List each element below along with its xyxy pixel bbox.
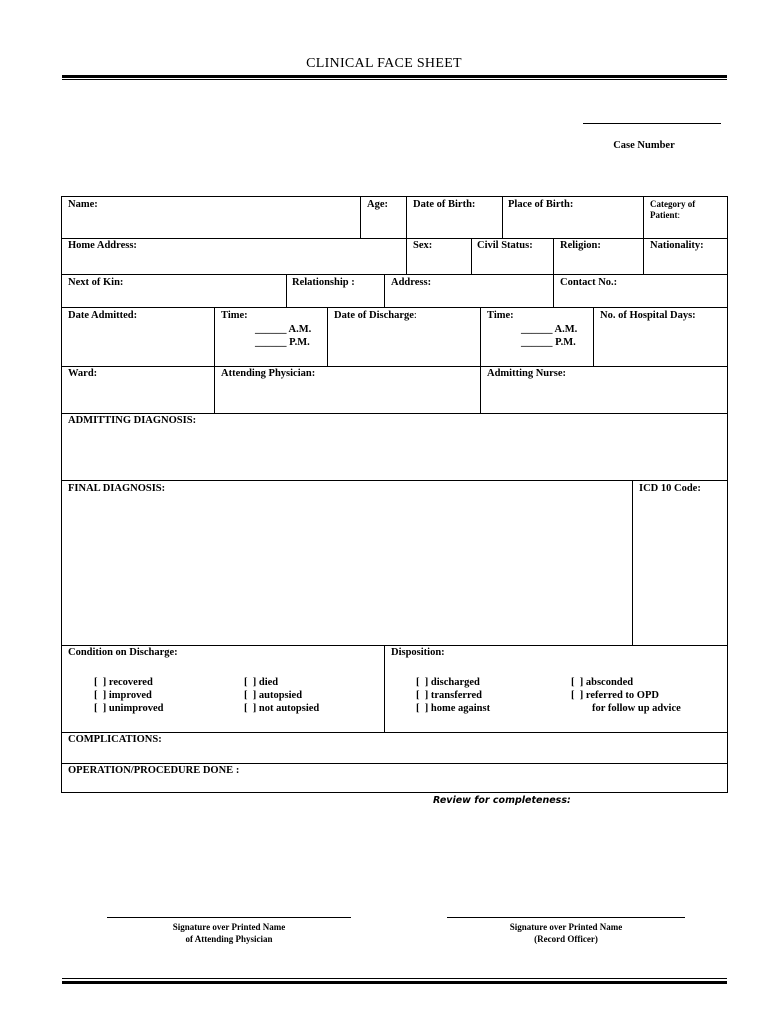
physician-signature-line2: of Attending Physician <box>185 934 273 944</box>
review-completeness-label: Review for completeness: <box>433 795 571 806</box>
col-divider <box>214 307 215 413</box>
place-of-birth-label: Place of Birth: <box>508 199 574 210</box>
category-line2: Patient <box>650 210 678 220</box>
admitting-diagnosis-label: ADMITTING DIAGNOSIS: <box>68 415 197 426</box>
row-divider-8 <box>62 732 727 733</box>
header-rule-thick <box>62 75 727 78</box>
col-divider <box>593 307 594 366</box>
religion-label: Religion: <box>560 240 601 251</box>
footer-rule-thick <box>62 981 727 984</box>
date-admitted-label: Date Admitted: <box>68 310 138 321</box>
footer-rule-thin <box>62 978 727 979</box>
pm-discharge-blank: ______ P.M. <box>521 337 576 348</box>
name-label: Name: <box>68 199 98 210</box>
col-divider <box>360 197 361 238</box>
physician-signature-line[interactable] <box>107 917 351 918</box>
checkbox-improved[interactable]: [ ] improved <box>94 690 152 701</box>
col-divider <box>480 307 481 413</box>
attending-physician-label: Attending Physician: <box>221 368 316 379</box>
col-divider <box>502 197 503 238</box>
category-line1: Category of <box>650 199 696 209</box>
records-signature-line2: (Record Officer) <box>534 934 598 944</box>
checkbox-recovered[interactable]: [ ] recovered <box>94 677 153 688</box>
date-of-birth-label: Date of Birth: <box>413 199 476 210</box>
col-divider <box>406 197 407 274</box>
disposition-label: Disposition: <box>391 647 445 658</box>
physician-signature-caption <box>107 921 351 945</box>
face-sheet-form <box>61 196 728 793</box>
checkbox-home-against[interactable]: [ ] home against <box>416 703 491 714</box>
col-divider <box>327 307 328 366</box>
relationship-label: Relationship : <box>292 277 355 288</box>
date-of-discharge-text: Date of Discharge <box>334 310 414 321</box>
final-diagnosis-label: FINAL DIAGNOSIS: <box>68 483 166 494</box>
row-divider-5 <box>62 413 727 414</box>
category-colon: : <box>677 210 681 220</box>
civil-status-label: Civil Status: <box>477 240 533 251</box>
next-of-kin-label: Next of Kin: <box>68 277 124 288</box>
checkbox-autopsied[interactable]: [ ] autopsied <box>244 690 303 701</box>
follow-up-advice-text: for follow up advice <box>592 703 681 714</box>
col-divider <box>286 274 287 307</box>
address-label: Address: <box>391 277 432 288</box>
home-address-label: Home Address: <box>68 240 137 251</box>
row-divider-6 <box>62 480 727 481</box>
checkbox-absconded[interactable]: [ ] absconded <box>571 677 634 688</box>
am-discharge-blank: ______ A.M. <box>521 324 578 335</box>
pm-admitted-blank: ______ P.M. <box>255 337 310 348</box>
admitting-nurse-label: Admitting Nurse: <box>487 368 567 379</box>
icd10-code-label: ICD 10 Code: <box>639 483 701 494</box>
header-rule-thin <box>62 79 727 80</box>
col-divider <box>643 197 644 274</box>
condition-on-discharge-label: Condition on Discharge: <box>68 647 178 658</box>
row-divider-3 <box>62 307 727 308</box>
checkbox-died[interactable]: [ ] died <box>244 677 279 688</box>
sex-label: Sex: <box>413 240 433 251</box>
col-divider <box>553 238 554 307</box>
am-admitted-blank: ______ A.M. <box>255 324 312 335</box>
date-of-discharge-label <box>334 310 417 321</box>
case-number-line[interactable] <box>583 123 721 124</box>
records-signature-caption <box>447 921 685 945</box>
time-admitted-label: Time: <box>221 310 248 321</box>
checkbox-not-autopsied[interactable]: [ ] not autopsied <box>244 703 320 714</box>
col-divider <box>384 645 385 732</box>
ward-label: Ward: <box>68 368 98 379</box>
row-divider-4 <box>62 366 727 367</box>
row-divider-9 <box>62 763 727 764</box>
physician-signature-line1: Signature over Printed Name <box>172 922 286 932</box>
row-divider-1 <box>62 238 727 239</box>
row-divider-2 <box>62 274 727 275</box>
operation-procedure-label: OPERATION/PROCEDURE DONE : <box>68 765 240 776</box>
checkbox-unimproved[interactable]: [ ] unimproved <box>94 703 164 714</box>
page-title: CLINICAL FACE SHEET <box>306 56 462 71</box>
nationality-label: Nationality: <box>650 240 704 251</box>
col-divider <box>471 238 472 274</box>
col-divider <box>384 274 385 307</box>
checkbox-transferred[interactable]: [ ] transferred <box>416 690 482 701</box>
contact-no-label: Contact No.: <box>560 277 618 288</box>
checkbox-discharged[interactable]: [ ] discharged <box>416 677 480 688</box>
age-label: Age: <box>367 199 388 210</box>
records-signature-line1: Signature over Printed Name <box>509 922 623 932</box>
time-discharge-label: Time: <box>487 310 514 321</box>
records-signature-line[interactable] <box>447 917 685 918</box>
category-of-patient-label <box>650 199 695 221</box>
hospital-days-label: No. of Hospital Days: <box>600 310 696 321</box>
row-divider-7 <box>62 645 727 646</box>
checkbox-referred-to-opd[interactable]: [ ] referred to OPD <box>571 690 659 701</box>
complications-label: COMPLICATIONS: <box>68 734 162 745</box>
case-number-label: Case Number <box>613 140 675 151</box>
date-of-discharge-colon: : <box>413 310 417 321</box>
col-divider <box>632 480 633 645</box>
